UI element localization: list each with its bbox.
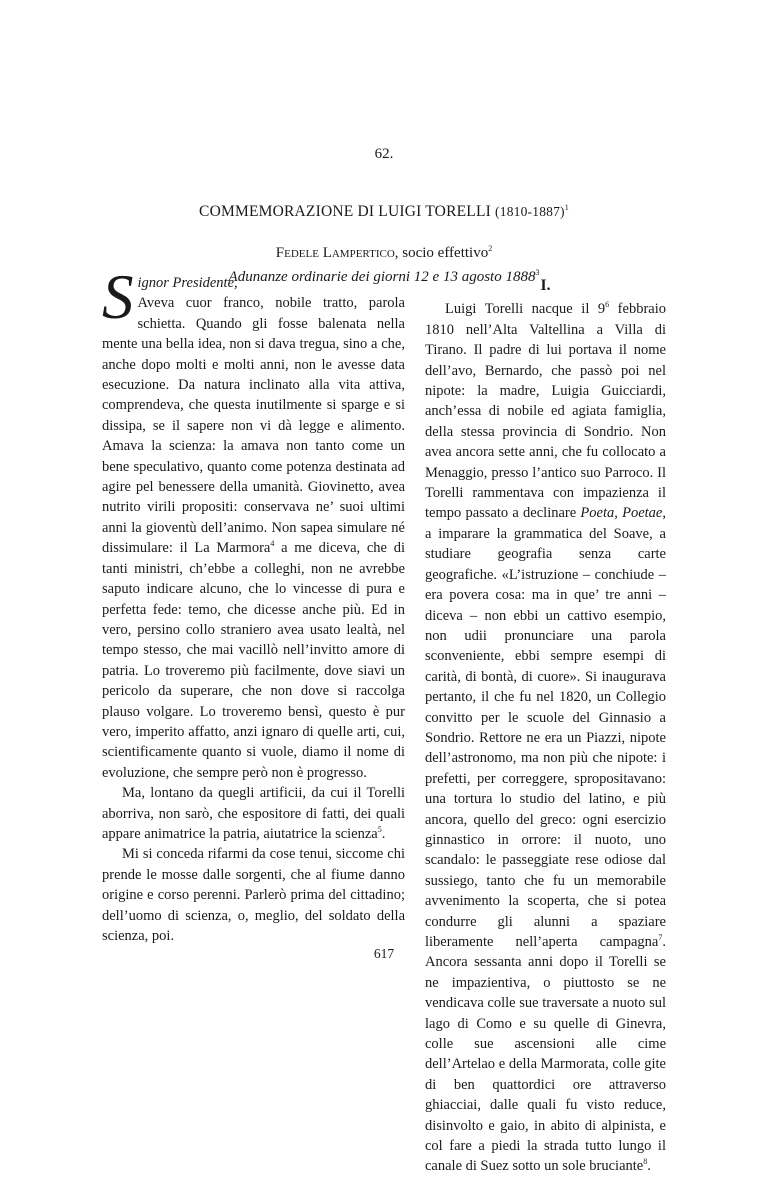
paragraph: Mi si conceda rifarmi da cose tenui, siccome chi prende le mosse dalle sorgenti, che al fiume danno origine e corso perenni. Parlerò prima del cittadino; dell’uomo di scienza, o, meglio, del soldato della scienza, poi.: [102, 846, 405, 944]
meeting-text: Adunanze ordinarie dei giorni 12 e 13 agosto 1888: [228, 269, 536, 285]
paragraph-text: a me diceva, che di tanti ministri, ch’ebbe a colleghi, non ne avrebbe saputo indicare alcuno, che lo vincesse di pura e perfetta fede: temo, che dicesse anche più. Ed in vero, persino collo straniero avea usato lealtà, nel tempo stesso, che mai vacillò nell’invitto amore di patria. Lo troveremo più facilmente, dove siavi un pericolo da superare, che non dove si raccolga plauso volgare. Lo troveremo bensì, questo è pur vero, imperito affatto, anzi ignaro di quelle arti, cui, scientificamente quanto si vuole, diamo il nome di evoluzione, che sempre però non è progresso.: [102, 540, 405, 781]
paragraph-text: .: [381, 825, 386, 842]
footnote-ref-2[interactable]: 2: [488, 244, 493, 253]
title-years: (1810-1887): [495, 204, 565, 219]
title-main: COMMEMORAZIONE DI LUIGI TORELLI: [199, 203, 491, 220]
author-name: Fedele Lampertico: [275, 245, 395, 261]
paragraph: [425, 299, 666, 1176]
paragraph-text: Ma, lontano da quegli artificii, da cui il Torelli aborriva, non sarò, che espositore di fatti, dei quali appare animatrice la patria, aiutatrice la scienza: [102, 785, 405, 842]
author-line: [0, 245, 768, 262]
folio-number: 617: [373, 946, 395, 961]
footnote-ref-1[interactable]: 1: [564, 202, 569, 212]
paragraph-text: .: [647, 1158, 651, 1175]
paragraph-text: , a imparare la grammatica del Soave, a studiare geografia senza carte geografiche. «L’istruzione – conchiude – era povera cosa: ma in que’ tre anni – diceva – non ebbi un cattivo esempio, non udii pronunciare una parola sconveniente, ebbi sempre esempi di carità, di bontà, di cuore». Si inaugurava pertanto, il che fu nel 1820, un Collegio convitto per le scuole del Ginnasio a Sondrio. Rettore ne era un Piazzi, nipote dell’astronomo, ma non più che nipote: i prefetti, per correggere, spropositavano: una tortura lo studio del latino, e più ancora, quello del greco: ogni esercizio ginnastico in orrore: il nuoto, uno scandalo: le passeggiate rese odiose dal sussiego, tanto che fu un memorabile avvenimento la scoperta, che si potea condurre gli alunni a spaziare liberamente nell’aperta campagna: [425, 505, 666, 950]
section-heading: I.: [540, 277, 551, 294]
paragraph-text: Aveva cuor franco, nobile tratto, parola schietta. Quando gli fosse balenata nella mente una bella idea, non si dava tregua, sino a che, anche dopo molti e molti anni, non le avesse data esecuzione. Da natura inclinato alla vita attiva, comprendeva, che questa inutilmente si sparge e si dissipa, se il sapere non vi dà legge e alimento. Amava la scienza: la amava non tanto come un bene speculativo, quanto come potenza destinata ad agire pel benessere della umanità. Giovinetto, avea nutrito virili propositi: conservava ne’ suoi ultimi anni la gioventù dell’animo. Non sapea simulare né dissimulare: il La Marmora: [102, 295, 405, 557]
left-column: [102, 264, 405, 946]
paragraph: [102, 293, 405, 783]
author-role: , socio effettivo: [394, 245, 489, 261]
article-title: [0, 203, 768, 221]
paragraph-text: Luigi Torelli nacque il 9: [445, 301, 606, 318]
paragraph-text: febbraio 1810 nell’Alta Valtellina a Villa di Tirano. Il padre di lui portava il nome dell’avo, Bernardo, che passò poi nel nipote: la madre, Luigia Guicciardi, anch’essa di nobile ed agiata famiglia, della stessa provincia di Sondrio. Non avea ancora sette anni, che fu collocato a Menaggio, presso l’antico suo Parroco. Il Torelli rammentava con impazienza il tempo passato a declinare: [425, 301, 666, 522]
footnote-ref-7[interactable]: 7: [658, 933, 663, 943]
footnote-ref-5[interactable]: 5: [377, 825, 382, 835]
drop-cap: S: [102, 262, 134, 332]
italic-phrase: Poeta, Poetae: [580, 505, 663, 522]
footnote-ref-4[interactable]: 4: [270, 539, 275, 549]
paragraph-text: . Ancora sessanta anni dopo il Torelli se ne impazientiva, o piuttosto se ne vendicava colle sue traversate a nuoto sul lago di Como e su quelle di Ginevra, colle sue ascensioni alle cime dell’Artelao e della Marmorata, colle gite di ben quattordici ore attraverso ghiacciai, dalle quali fu visto reduce, disinvolto e gaio, in abito di alpinista, e col fare a piedi la strada tutto lungo il canale di Suez sotto un sole bruciante: [425, 934, 666, 1175]
right-column: [425, 276, 666, 1177]
footnote-ref-8[interactable]: 8: [643, 1157, 648, 1167]
salutation: ignor Presidente,: [137, 275, 238, 291]
page-number: 62.: [374, 146, 394, 162]
footnote-ref-6[interactable]: 6: [605, 300, 610, 310]
footnote-ref-3[interactable]: 3: [535, 268, 540, 277]
paragraph: [102, 783, 405, 844]
